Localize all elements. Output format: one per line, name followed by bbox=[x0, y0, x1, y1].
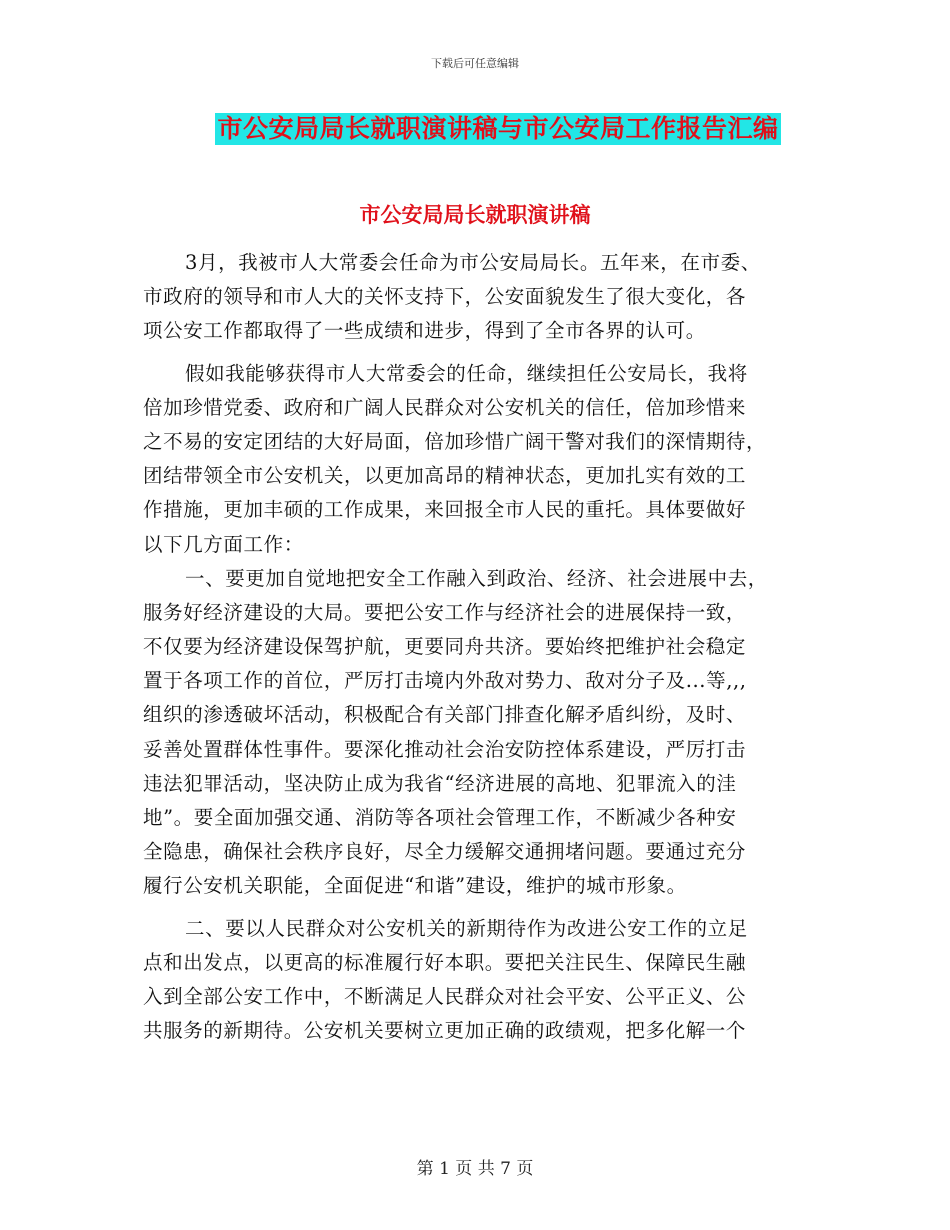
section-title: 市公安局局长就职演讲稿 bbox=[359, 203, 591, 227]
body-line: 以下几方面工作： bbox=[143, 532, 304, 556]
page-number-footer: 第 1 页 共 7 页 bbox=[416, 1159, 534, 1179]
body-line: 妥善处置群体性事件。要深化推动社会治安防控体系建设，严厉打击 bbox=[143, 737, 747, 761]
body-line: 组织的渗透破坏活动，积极配合有关部门排查化解矛盾纠纷，及时、 bbox=[143, 703, 747, 727]
body-line: 团结带领全市公安机关，以更加高昂的精神状态，更加扎实有效的工 bbox=[143, 464, 747, 488]
body-line: 作措施，更加丰硕的工作成果，来回报全市人民的重托。具体要做好 bbox=[143, 498, 747, 522]
body-line: 全隐患，确保社会秩序良好，尽全力缓解交通拥堵问题。要通过充分 bbox=[143, 840, 747, 864]
body-line: 履行公安机关职能，全面促进“和谐”建设，维护的城市形象。 bbox=[143, 874, 687, 898]
body-line: 市政府的领导和市人大的关怀支持下，公安面貌发生了很大变化，各 bbox=[143, 285, 747, 309]
body-line: 入到全部公安工作中，不断满足人民群众对社会平安、公平正义、公 bbox=[143, 984, 747, 1008]
body-line: 一、要更加自觉地把安全工作融入到政治、经济、社会进展中去， bbox=[185, 566, 768, 590]
page-header-note: 下载后可任意编辑 bbox=[431, 57, 519, 70]
document-title: 市公安局局长就职演讲稿与市公安局工作报告汇编 bbox=[217, 114, 779, 143]
body-line: 服务好经济建设的大局。要把公安工作与经济社会的进展保持一致， bbox=[143, 600, 747, 624]
body-line: 地”。要全面加强交通、消防等各项社会管理工作，不断减少各种安 bbox=[143, 806, 737, 829]
body-line: 项公安工作都取得了一些成绩和进步，得到了全市各界的认可。 bbox=[143, 319, 706, 343]
body-line: 二、要以人民群众对公安机关的新期待作为改进公安工作的立足 bbox=[185, 916, 748, 940]
body-line: 倍加珍惜党委、政府和广阔人民群众对公安机关的信任，倍加珍惜来 bbox=[143, 395, 747, 419]
body-line: 置于各项工作的首位，严厉打击境内外敌对势力、敌对分子及...等,,, bbox=[143, 669, 747, 693]
document-title-container bbox=[0, 113, 950, 145]
body-line: 3月，我被市人大常委会任命为市公安局局长。五年来，在市委、 bbox=[185, 251, 761, 274]
body-line: 违法犯罪活动，坚决防止成为我省“经济进展的高地、犯罪流入的洼 bbox=[143, 771, 737, 795]
document-body bbox=[143, 246, 803, 1048]
body-line: 点和出发点，以更高的标准履行好本职。要把关注民生、保障民生融 bbox=[143, 950, 747, 974]
body-line: 假如我能够获得市人大常委会的任命，继续担任公安局长，我将 bbox=[185, 361, 748, 385]
body-line: 共服务的新期待。公安机关要树立更加正确的政绩观，把多化解一个 bbox=[143, 1019, 747, 1043]
body-line: 之不易的安定团结的大好局面，倍加珍惜广阔干警对我们的深情期待， bbox=[143, 429, 767, 453]
body-line: 不仅要为经济建设保驾护航，更要同舟共济。要始终把维护社会稳定 bbox=[143, 635, 747, 659]
